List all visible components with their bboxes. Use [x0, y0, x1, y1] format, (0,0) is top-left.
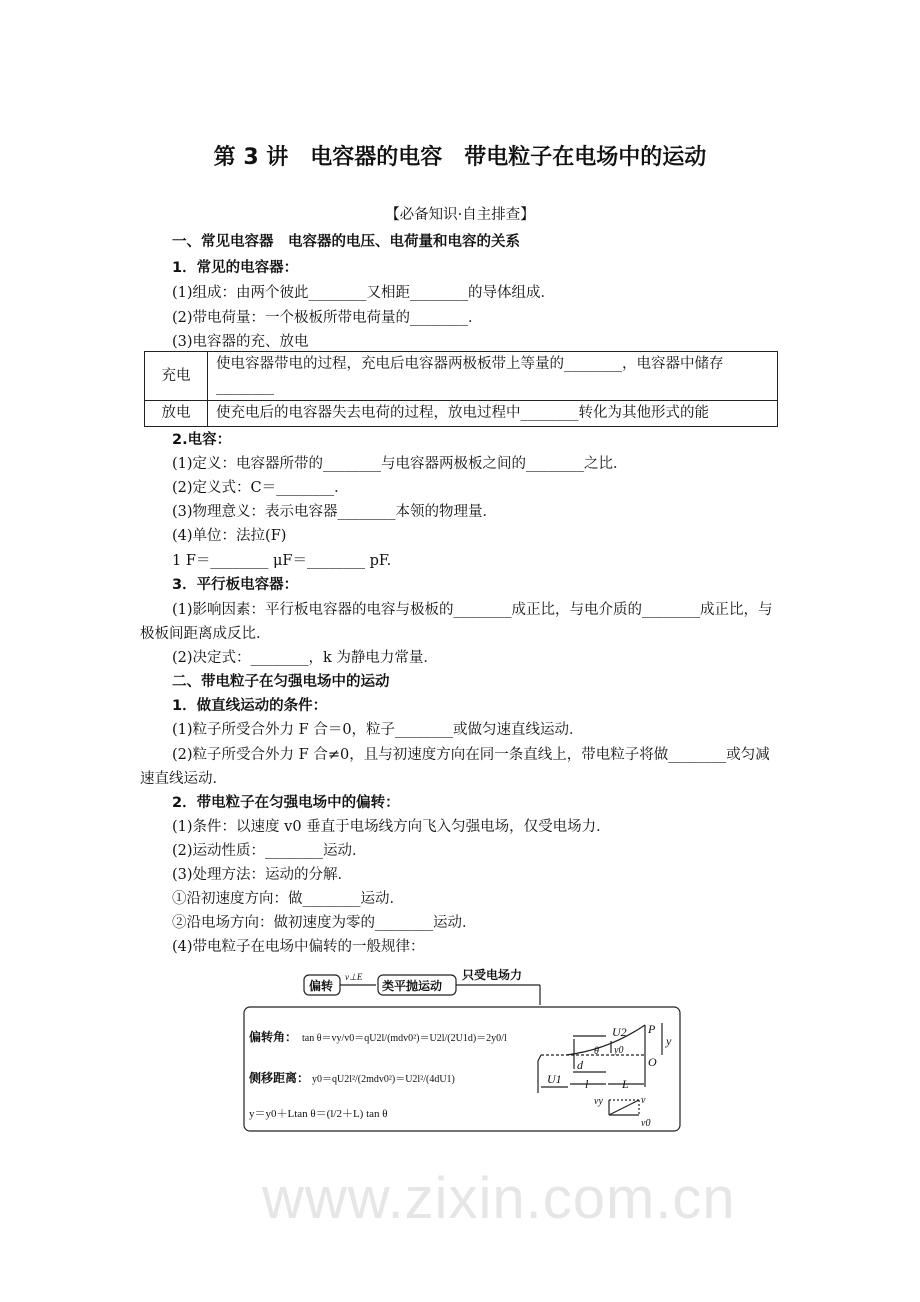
label-vy: vy	[594, 1096, 603, 1107]
label-p: P	[648, 1022, 656, 1036]
label-y0: y0	[614, 1045, 624, 1056]
subheading: 2．带电粒子在匀强电场中的偏转：	[172, 795, 400, 811]
text-line: (4)单位：法拉(F)	[172, 528, 287, 544]
text-line: (3)物理意义：表示电容器________本领的物理量．	[172, 504, 498, 520]
text-line: (2)决定式：________，k 为静电力常量．	[172, 650, 438, 666]
text-line: (1)定义：电容器所带的________与电容器两极板之间的________之比．	[172, 456, 628, 472]
table-row	[145, 352, 778, 401]
subheading: 1．常见的电容器：	[172, 260, 299, 276]
box2-label: 类平抛运动	[382, 979, 443, 993]
page-title: 第 3 讲 电容器的电容 带电粒子在电场中的运动	[213, 145, 707, 170]
arrow-label: v⊥E	[345, 972, 363, 982]
charge-discharge-table	[144, 351, 778, 427]
displacement-label: 侧移距离：	[249, 1071, 310, 1085]
deflection-diagram	[240, 965, 685, 1135]
text-line: (2)带电荷量：一个极板所带电荷量的________．	[172, 310, 483, 326]
table-cell: 充电	[145, 352, 208, 401]
heading-1: 一、常见电容器 电容器的电压、电荷量和电容的关系	[172, 234, 520, 250]
text-line: 1 F＝________ μF＝________ pF.	[172, 553, 392, 569]
text-line: ②沿电场方向：做初速度为零的________运动．	[172, 915, 477, 931]
watermark: www.zixin.com.cn	[262, 1166, 736, 1231]
text-paragraph: (1)影响因素：平行板电容器的电容与极板的________成正比，与电介质的________成正比，与极板间距离成反比．	[140, 602, 773, 642]
text-line: (2)运动性质：________运动．	[172, 843, 367, 859]
text-line: (1)组成：由两个彼此________又相距________的导体组成．	[172, 285, 556, 301]
text-line: (3)电容器的充、放电	[172, 334, 309, 350]
text-paragraph: (2)粒子所受合外力 F 合≠0，且与初速度方向在同一条直线上，带电粒子将做________或匀减速直线运动．	[140, 747, 770, 787]
table-cell: 放电	[145, 401, 208, 427]
force-label: 只受电场力	[462, 968, 523, 982]
table-row	[145, 401, 778, 427]
label-theta: θ	[594, 1046, 599, 1057]
text-line: (2)定义式：C＝________．	[172, 480, 349, 496]
text-line: (4)带电粒子在电场中偏转的一般规律：	[172, 939, 425, 955]
angle-formula: tan θ＝vy/v0＝qU2l/(mdv0²)＝U2l/(2U1d)＝2y0/l	[302, 1033, 507, 1044]
label-v: v	[641, 1095, 646, 1106]
label-d: d	[577, 1058, 583, 1072]
text-line: ①沿初速度方向：做________运动．	[172, 891, 404, 907]
displacement-formula: y0＝qU2l²/(2mdv0²)＝U2l²/(4dU1)	[312, 1074, 455, 1085]
angle-label: 偏转角：	[249, 1030, 298, 1044]
subheading: 1．做直线运动的条件：	[172, 698, 328, 714]
text-line: (3)处理方法：运动的分解．	[172, 867, 353, 883]
table-cell: 使充电后的电容器失去电荷的过程，放电过程中________转化为其他形式的能	[208, 401, 778, 427]
label-l: l	[585, 1077, 589, 1091]
label-L: L	[622, 1077, 629, 1091]
heading-2: 二、带电粒子在匀强电场中的运动	[172, 674, 390, 690]
label-o: O	[648, 1055, 657, 1069]
subheading: 2.电容：	[172, 432, 232, 448]
text-line: (1)条件：以速度 v0 垂直于电场线方向飞入匀强电场，仅受电场力．	[172, 819, 611, 835]
section-tag: 【必备知识·自主排查】	[385, 207, 535, 223]
label-u2: U2	[612, 1025, 627, 1039]
box1-label: 偏转	[309, 979, 334, 993]
table-cell: 使电容器带电的过程，充电后电容器两极板带上等量的________，电容器中储存________	[208, 352, 778, 401]
text-line: (1)粒子所受合外力 F 合＝0，粒子________或做匀速直线运动．	[172, 722, 584, 738]
label-v0: v0	[641, 1118, 651, 1129]
label-y: y	[666, 1034, 672, 1048]
y-formula: y＝y0＋Ltan θ＝(l/2＋L) tan θ	[249, 1108, 388, 1120]
subheading: 3．平行板电容器：	[172, 577, 299, 593]
label-u1: U1	[547, 1072, 562, 1086]
